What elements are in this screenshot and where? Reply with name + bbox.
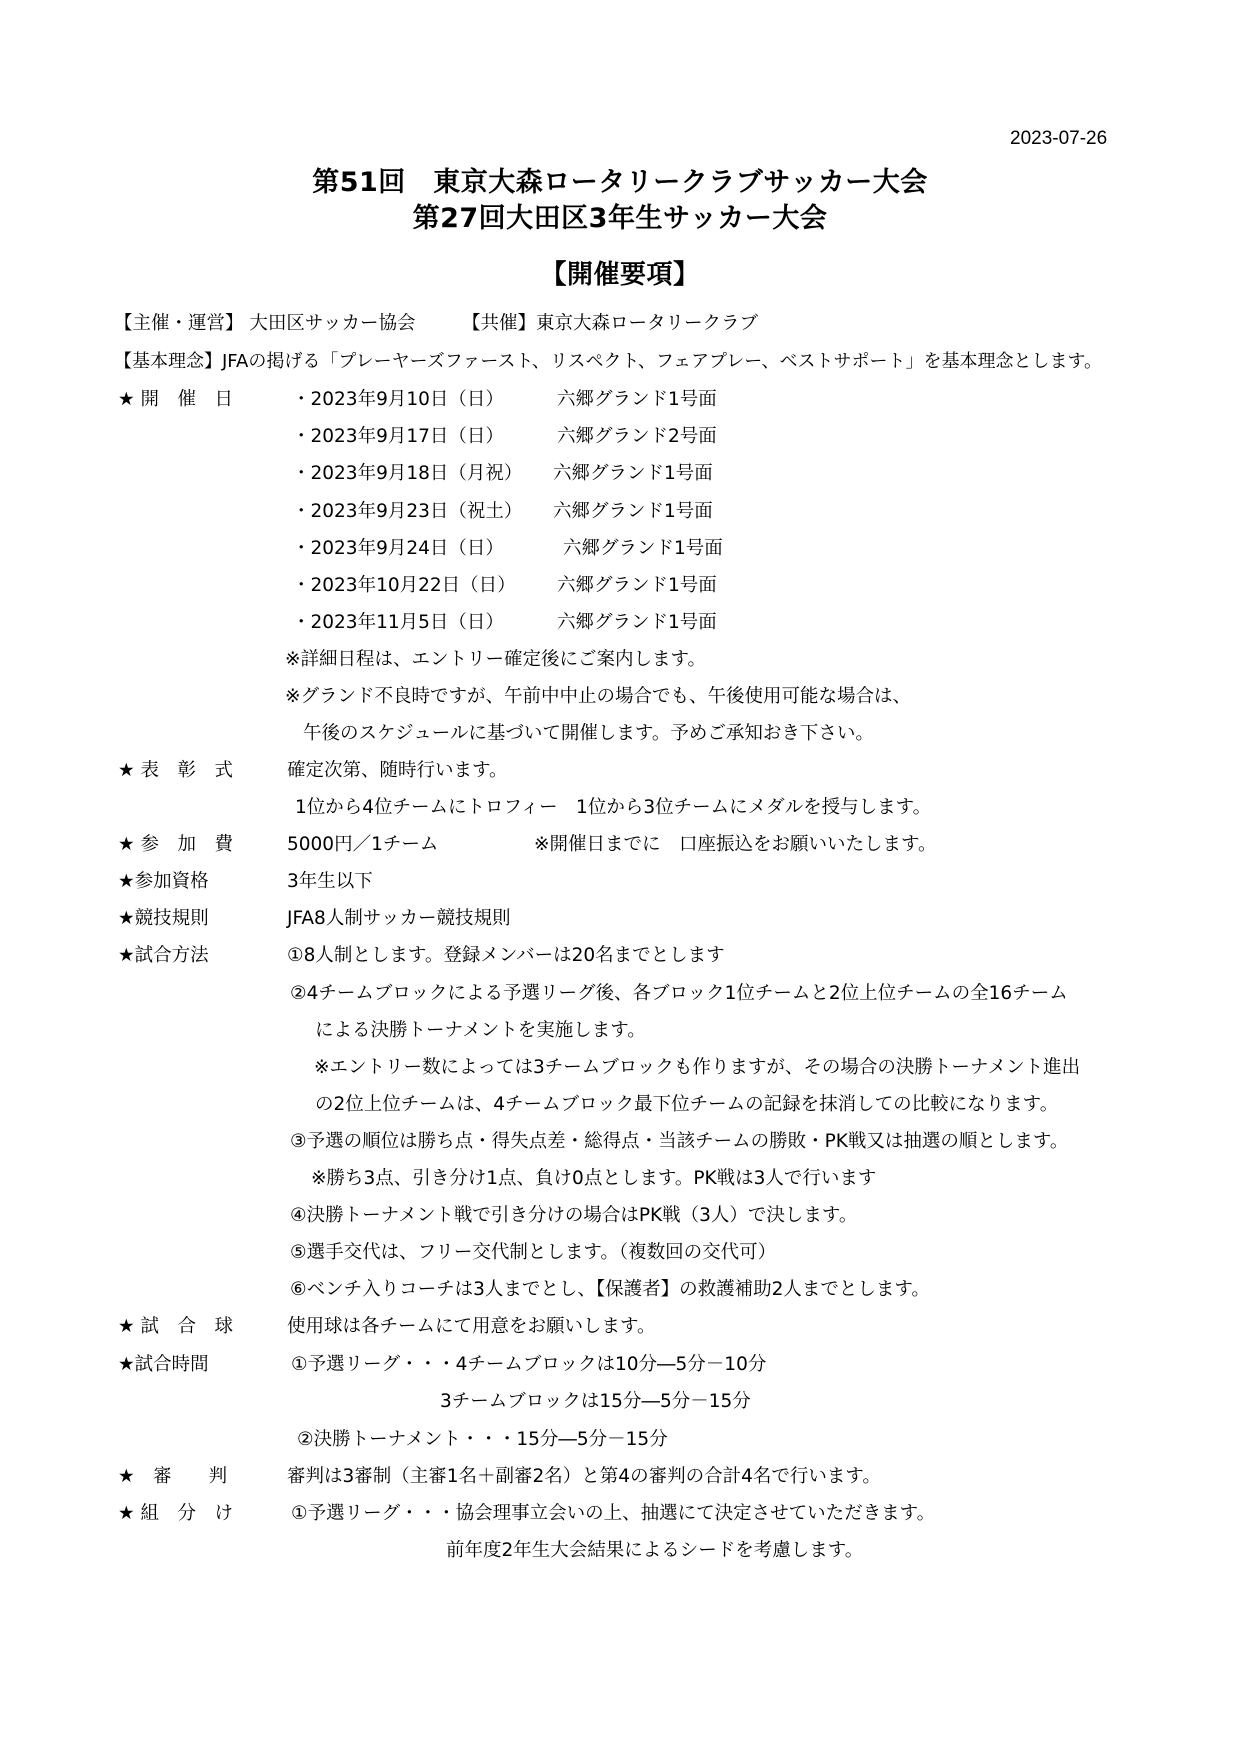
label-grouping: ★ 組 分 け	[118, 1503, 233, 1524]
award-text: 1位から4位チームにトロフィー 1位から3位チームにメダルを授与します。	[295, 797, 932, 818]
method-line: ③予選の順位は勝ち点・得失点差・総得点・当該チームの勝敗・PK戦又は抽選の順とします。	[290, 1131, 1069, 1152]
eligibility-text: 3年生以下	[287, 871, 373, 892]
fee-note: ※開催日までに 口座振込をお願いいたします。	[534, 834, 937, 855]
method-line: ※エントリー数によっては3チームブロックも作りますが、その場合の決勝トーナメント進出	[314, 1057, 1081, 1078]
date-item: ・2023年9月18日（月祝）	[292, 463, 523, 484]
title-main: 第51回 東京大森ロータリークラブサッカー大会	[312, 167, 928, 198]
fee-amount: 5000円／1チーム	[287, 834, 439, 855]
date-item: ・2023年9月24日（日）	[292, 538, 504, 559]
time-line: ②決勝トーナメント・・・15分―5分－15分	[297, 1429, 668, 1450]
date-place: 六郷グランド1号面	[553, 463, 713, 484]
referee-text: 審判は3審制（主審1名＋副審2名）と第4の審判の合計4名で行います。	[287, 1466, 881, 1487]
label-referee: ★ 審 判	[118, 1466, 228, 1487]
method-line: による決勝トーナメントを実施します。	[315, 1020, 646, 1041]
method-line: ⑤選手交代は、フリー交代制とします。（複数回の交代可）	[290, 1242, 777, 1263]
method-line: の2位上位チームは、4チームブロック最下位チームの記録を抹消しての比較になります。	[315, 1094, 1059, 1115]
label-method: ★試合方法	[118, 945, 209, 966]
method-line: ※勝ち3点、引き分け1点、負け0点とします。PK戦は3人で行います	[311, 1168, 877, 1189]
dates-note: ※グランド不良時ですが、午前中中止の場合でも、午後使用可能な場合は、	[285, 686, 912, 707]
date-place: 六郷グランド1号面	[563, 538, 723, 559]
title-sub: 第27回大田区3年生サッカー大会	[412, 203, 828, 234]
award-text: 確定次第、随時行います。	[287, 760, 508, 781]
document-date: 2023-07-26	[1010, 128, 1108, 149]
method-line: ⑥ベンチ入りコーチは3人までとし、【保護者】の救護補助2人までとします。	[290, 1279, 930, 1300]
label-time: ★試合時間	[118, 1354, 209, 1375]
date-place: 六郷グランド1号面	[553, 501, 713, 522]
dates-note: ※詳細日程は、エントリー確定後にご案内します。	[285, 649, 707, 670]
grouping-line: 前年度2年生大会結果によるシードを考慮します。	[446, 1540, 864, 1561]
label-ball: ★ 試 合 球	[118, 1316, 233, 1337]
label-fee: ★ 参 加 費	[118, 834, 233, 855]
date-place: 六郷グランド1号面	[557, 389, 717, 410]
rules-text: JFA8人制サッカー競技規則	[287, 908, 511, 929]
date-place: 六郷グランド1号面	[557, 575, 717, 596]
title-outline: 【開催要項】	[540, 260, 700, 290]
method-line: ②4チームブロックによる予選リーグ後、各ブロック1位チームと2位上位チームの全16チーム	[290, 983, 1068, 1004]
date-item: ・2023年10月22日（日）	[292, 575, 516, 596]
grouping-line: ①予選リーグ・・・協会理事立会いの上、抽選にて決定させていただきます。	[291, 1503, 936, 1524]
dates-note: 午後のスケジュールに基づいて開催します。予めご承知おき下さい。	[303, 723, 874, 744]
label-award: ★ 表 彰 式	[118, 760, 233, 781]
organizer: 【主催・運営】 大田区サッカー協会	[114, 313, 416, 334]
date-item: ・2023年11月5日（日）	[292, 612, 504, 633]
label-eligibility: ★参加資格	[118, 871, 209, 892]
method-line: ①8人制とします。登録メンバーは20名までとします	[287, 945, 725, 966]
date-place: 六郷グランド2号面	[557, 426, 717, 447]
date-item: ・2023年9月17日（日）	[292, 426, 504, 447]
date-item: ・2023年9月23日（祝土）	[292, 501, 523, 522]
date-item: ・2023年9月10日（日）	[292, 389, 504, 410]
philosophy: 【基本理念】JFAの掲げる「プレーヤーズファースト、リスペクト、フェアプレー、ベストサポート」を基本理念とします。	[114, 351, 1103, 372]
method-line: ④決勝トーナメント戦で引き分けの場合はPK戦（3人）で決します。	[290, 1205, 858, 1226]
cosponsor: 【共催】東京大森ロータリークラブ	[462, 313, 759, 334]
time-line: 3チームブロックは15分―5分－15分	[440, 1391, 751, 1412]
date-place: 六郷グランド1号面	[557, 612, 717, 633]
label-rules: ★競技規則	[118, 908, 209, 929]
ball-text: 使用球は各チームにて用意をお願いします。	[287, 1316, 656, 1337]
time-line: ①予選リーグ・・・4チームブロックは10分―5分－10分	[291, 1354, 767, 1375]
label-dates: ★ 開 催 日	[118, 389, 233, 410]
